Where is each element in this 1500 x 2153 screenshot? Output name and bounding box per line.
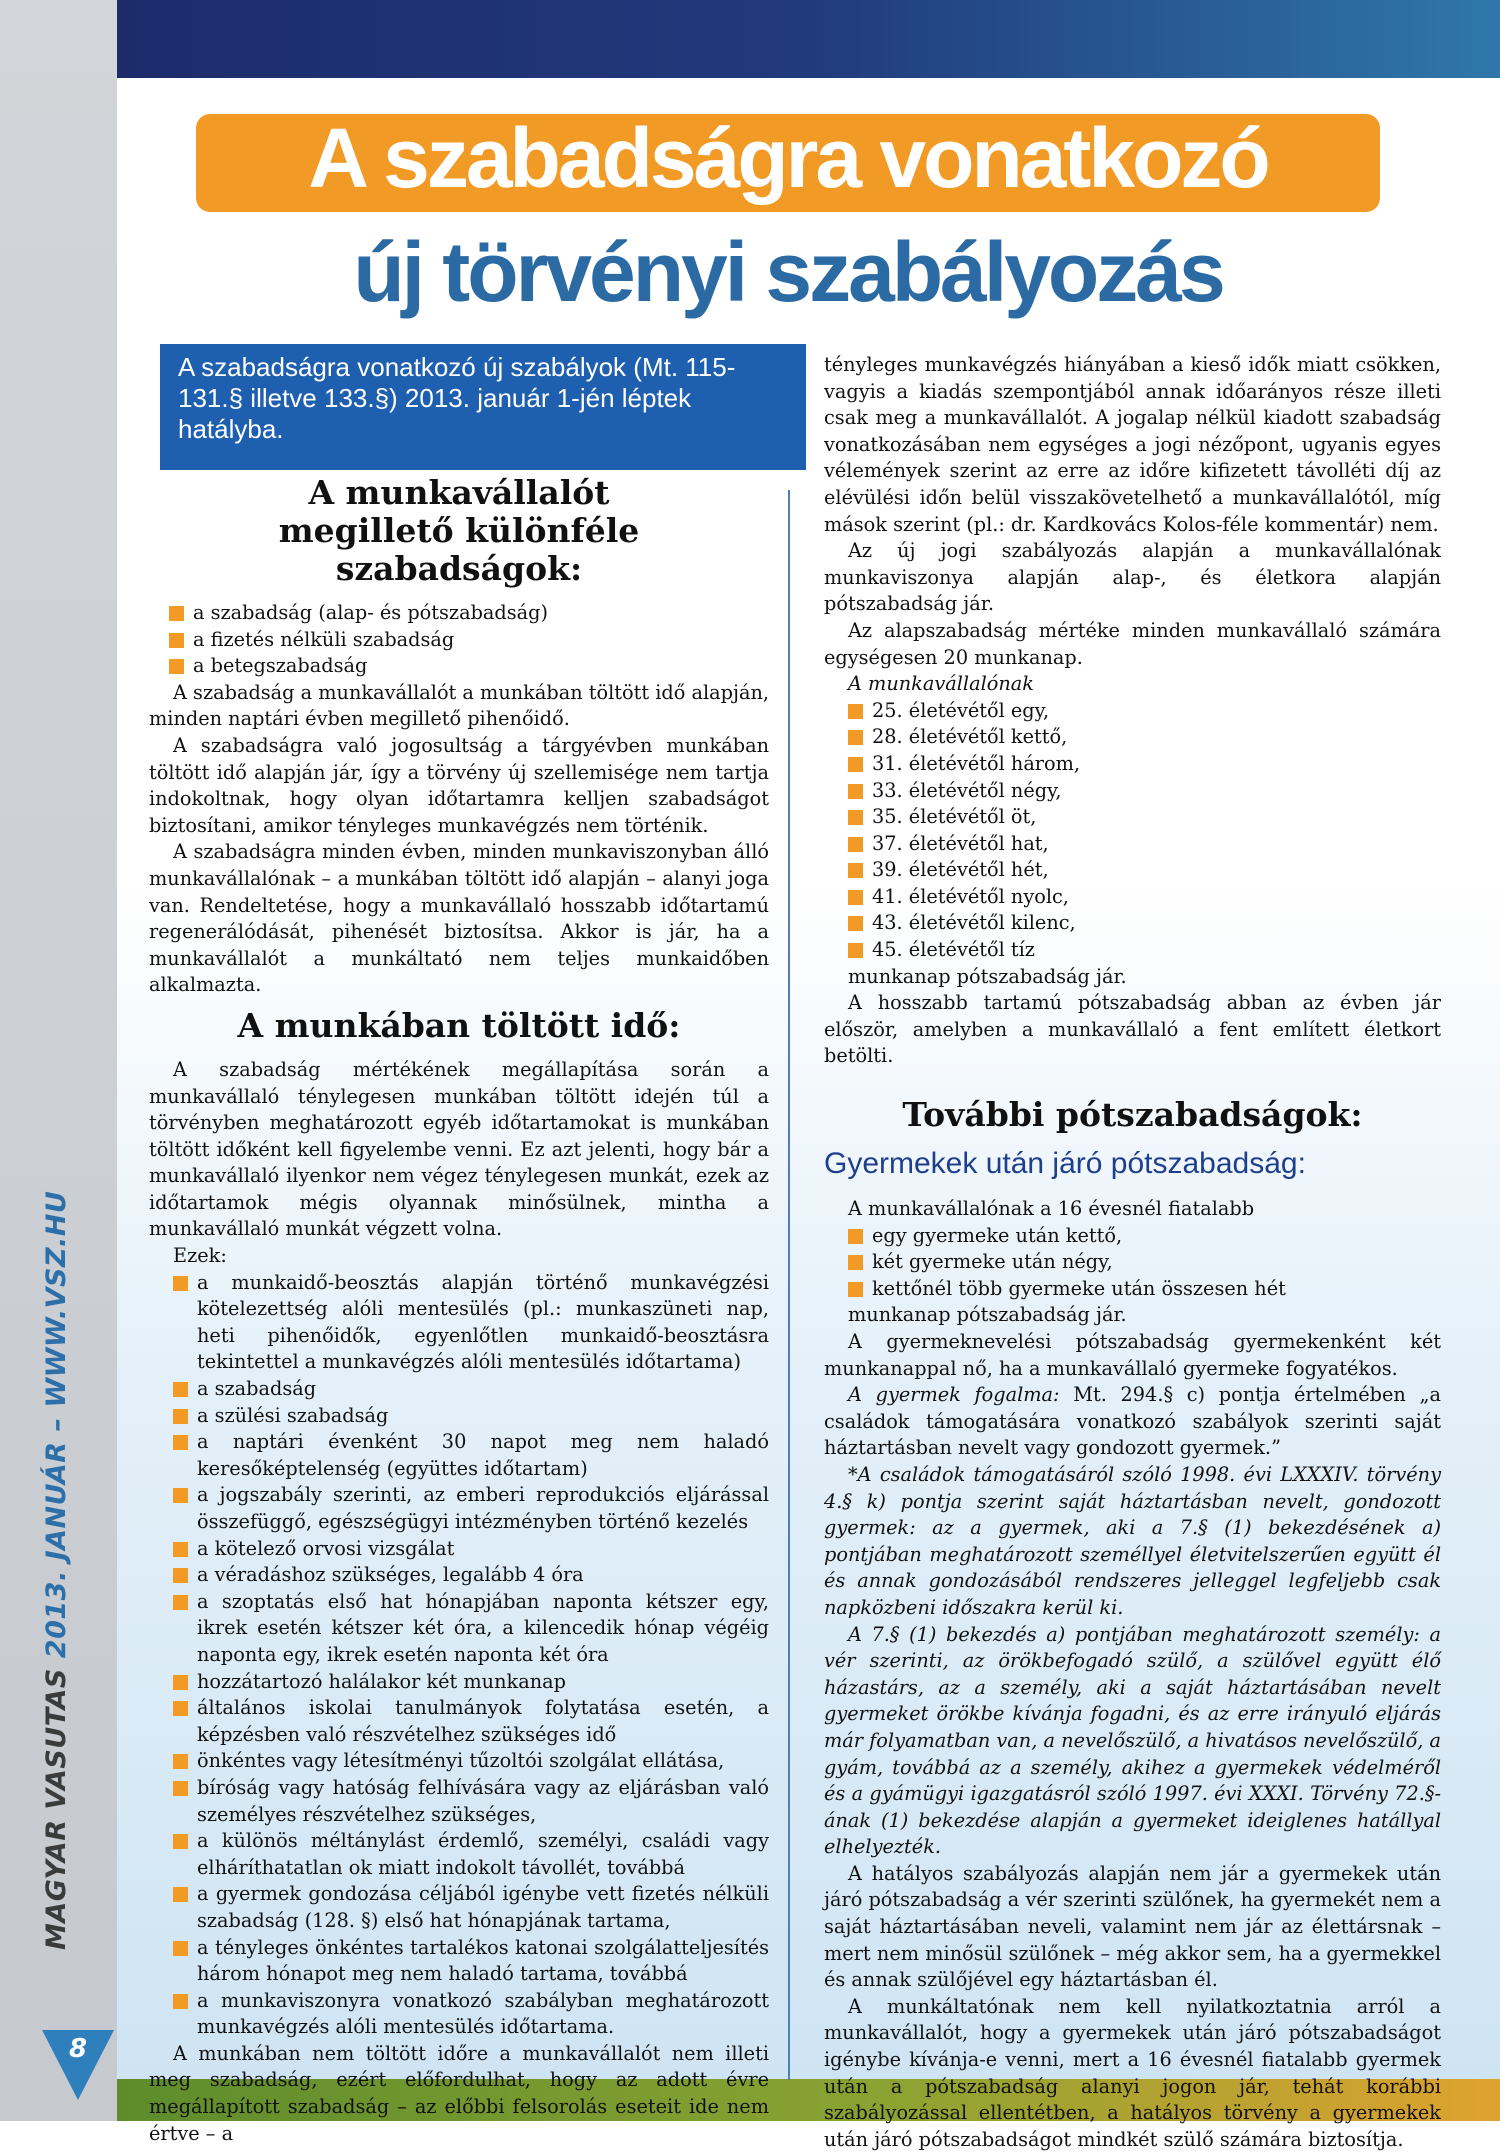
list-item: a szülési szabadság (173, 1403, 769, 1430)
paragraph: A 7.§ (1) bekezdés a) pontjában meghatározott személy: a vér szerinti, az örökbefogadó szülő, a szülővel együtt élő házastárs, az a személy, aki a saját háztartásában nevelt gyermeket örökbe kívánja fogadni, és az erre irányuló eljárás már folyamatban van, a nevelőszülő, a hivatásos nevelőszülő, a gyám, továbbá az a személy, akihez a gyermekek védelméről és a gyámügyi igazgatásról szóló 1997. évi XXXI. Törvény 72.§-ának (1) bekezdése alapján a gyermeket ideiglenes hatállyal elhelyezték. (824, 1622, 1441, 1859)
list-item: a kötelező orvosi vizsgálat (173, 1536, 769, 1563)
list-item: a munkaidő-beosztás alapján történő munkavégzési kötelezettség alóli mentesülés (pl.: munkaszüneti nap, heti pihenőidők, egyenlőtlen munkaidő-beosztásra tekintettel a munkavégzés alóli mentesülés időtartama) (173, 1270, 769, 1376)
paragraph: A munkáltatónak nem kell nyilatkoztatnia arról a munkavállalót, hogy a gyermekek után járó pótszabadságot igénybe kívánja-e venni, mert a 16 évesnél fiatalabb gyermek után a pótszabadság alanyi jogon jár, tehát korábbi szabályozással ellentétben, a hatályos törvény a gyermekek után járó pótszabadságot mindkét szülő számára biztosítja. (824, 1994, 1441, 2151)
heading-tovabbi-potszabadsagok: További pótszabadságok: (902, 1095, 1363, 1135)
list-item: kettőnél több gyermeke után összesen hét (848, 1276, 1441, 1303)
page-number: 8 (68, 2034, 88, 2064)
issue-date: 2013. JANUÁR (41, 1441, 72, 1659)
paragraph: munkanap pótszabadság jár. (848, 964, 1127, 988)
website-link[interactable]: WWW.VSZ.HU (41, 1190, 72, 1408)
heading-szabadsagok: A munkavállalót megillető különféle szabadságok: (278, 473, 640, 588)
list-item: a gyermek gondozása céljából igénybe vett fizetés nélküli szabadság (128. §) első hat hónapjának tartama, (173, 1881, 769, 1934)
child-leave-list (824, 1223, 1441, 1303)
list-item: a fizetés nélküli szabadság (169, 627, 769, 654)
left-column (149, 474, 769, 2147)
worked-time-list (149, 1270, 769, 2041)
list-item: a véradáshoz szükséges, legalább 4 óra (173, 1562, 769, 1589)
age-extra-leave-list (824, 698, 1441, 964)
list-item: a különös méltánylást érdemlő, személyi, családi vagy elháríthatatlan ok miatt indokolt távollét, továbbá (173, 1828, 769, 1881)
paragraph: A szabadság mértékének megállapítása során a munkavállaló ténylegesen munkában töltött idején túl a törvényben meghatározott egyéb időtartamokat is munkában töltött időként kell figyelembe venni. Ez azt jelenti, hogy bár a munkavállaló ilyenkor nem végez ténylegesen munkát, ezek az időtartamok mégis olyannak minősülnek, mintha a munkavállaló munkát végzett volna. (149, 1057, 769, 1241)
spine-running-title (35, 1190, 79, 1950)
paragraph: A hosszabb tartamú pótszabadság abban az évben jár először, amelyben a munkavállaló a fent említett életkort betölti. (824, 991, 1441, 1068)
list-item: 43. életévétől kilenc, (848, 910, 1441, 937)
paragraph: A hatályos szabályozás alapján nem jár a gyermekek után járó pótszabadság a vér szerinti szülőnek, ha gyermekét nem a saját háztartásában neveli, valamint nem jár az élettársnak – mert nem minősül szülőnek – még akkor sem, ha a gyermekkel és annak szülőjével egy háztartásban él. (824, 1861, 1441, 1992)
age-list-lead: A munkavállalónak (848, 672, 1034, 696)
list-item: a szoptatás első hat hónapjában naponta kétszer egy, ikrek esetén kétszer két óra, a kilencedik hónap végéig naponta egy, ikrek esetén naponta két óra (173, 1589, 769, 1669)
child-definition (824, 1382, 1441, 1462)
list-item: 31. életévétől három, (848, 751, 1441, 778)
paragraph: Az új jogi szabályozás alapján a munkavállalónak munkaviszonya alapján alap-, és életkora alapján pótszabadság jár. (824, 539, 1441, 616)
list-item: bíróság vagy hatóság felhívására vagy az eljárásban való személyes részvételhez szükséges, (173, 1775, 769, 1828)
list-item: önkéntes vagy létesítményi tűzoltói szolgálat ellátása, (173, 1748, 769, 1775)
list-item: 41. életévétől nyolc, (848, 884, 1441, 911)
list-item: 25. életévétől egy, (848, 698, 1441, 725)
list-item: 37. életévétől hat, (848, 831, 1441, 858)
list-item: 33. életévétől négy, (848, 778, 1441, 805)
list-item: a naptári évenként 30 napot meg nem haladó keresőképtelenség (együttes időtartam) (173, 1429, 769, 1482)
list-item: a jogszabály szerinti, az emberi reprodukciós eljárással összefüggő, egészségügyi intézményben történő kezelés (173, 1482, 769, 1535)
list-item: a betegszabadság (169, 653, 769, 680)
magazine-name: MAGYAR VASUTAS (41, 1668, 72, 1950)
list-item: egy gyermeke után kettő, (848, 1223, 1441, 1250)
right-column (824, 352, 1441, 2153)
paragraph: munkanap pótszabadság jár. (848, 1303, 1127, 1327)
leave-types-list (169, 600, 769, 680)
title-line-1: A szabadságra vonatkozó (308, 111, 1268, 205)
paragraph: A szabadságra minden évben, minden munkaviszonyban álló munkavállalónak – a munkában töltött idő alapján – alanyi joga van. Rendeltetése, hogy a munkavállaló hosszabb időtartamú regenerálódását, pihenését biztosítsa. Akkor is jár, ha a munkavállalót a munkáltató nem teljes munkaidőben alkalmazta. (149, 840, 769, 997)
list-item: hozzátartozó halálakor két munkanap (173, 1669, 769, 1696)
paragraph: tényleges munkavégzés hiányában a kieső idők miatt csökken, vagyis a kiadás szempontjából annak időarányos része illeti csak meg a munkavállalót. A jogalap nélkül kiadott szabadság vonatkozásában nem egységes a jogi nézőpont, ugyanis egyes vélemények szerint az erre az időre kifizetett távolléti díj az elévülési időn belül visszakövetelhető a munkavállalótól, míg mások szerint (pl.: dr. Kardkovács Kolos-féle kommentár) nem. (824, 353, 1441, 536)
list-item: 45. életévétől tíz (848, 937, 1441, 964)
list-item: a tényleges önkéntes tartalékos katonai szolgálatteljesítés három hónapot meg nem haladó tartama, továbbá (173, 1935, 769, 1988)
list-item: a munkaviszonyra vonatkozó szabályban meghatározott munkavégzés alóli mentesülés időtartama. (173, 1988, 769, 2041)
intro-box: A szabadságra vonatkozó új szabályok (Mt. 115-131.§ illetve 133.§) 2013. január 1-jén léptek hatályba. (160, 344, 806, 470)
spine-separator: – (41, 1407, 72, 1442)
paragraph: A munkavállalónak a 16 évesnél fiatalabb (848, 1197, 1255, 1221)
top-header-band (117, 0, 1500, 78)
list-item: általános iskolai tanulmányok folytatása esetén, a képzésben való részvételhez szükséges idő (173, 1695, 769, 1748)
column-divider (788, 490, 790, 2080)
ezek-label: Ezek: (173, 1244, 227, 1268)
definition-text: Mt. 294.§ c) pontja értelmében „a családok támogatására vonatkozó szabályok szerinti saját háztartásban nevelt vagy gondozott gyermek.” (824, 1383, 1441, 1460)
paragraph: Az alapszabadság mértéke minden munkavállaló számára egységesen 20 munkanap. (824, 618, 1441, 669)
title-line-2: új törvényi szabályozás (353, 225, 1223, 319)
definition-label: A gyermek fogalma: (848, 1383, 1060, 1407)
list-item: két gyermeke után négy, (848, 1249, 1441, 1276)
subheading-gyermekek: Gyermekek után járó pótszabadság: (824, 1147, 1306, 1181)
paragraph: A gyermeknevelési pótszabadság gyermekenként két munkanappal nő, ha a munkavállaló gyermeke fogyatékos. (824, 1330, 1441, 1380)
heading-munkaban-toltott-ido: A munkában töltött idő: (237, 1005, 681, 1045)
paragraph: *A családok támogatásáról szóló 1998. évi LXXXIV. törvény 4.§ k) pontja szerint saját háztartásban nevelt, gondozott gyermek: az a gyermek, aki a 7.§ (1) bekezdésének a) pontjában meghatározott személlyel életvitelszerűen együtt él és annak gondozásából rendszeres jelleggel legfeljebb csak napközbeni időszakra kerül ki. (824, 1462, 1441, 1619)
list-item: 39. életévétől hét, (848, 857, 1441, 884)
list-item: 28. életévétől kettő, (848, 724, 1441, 751)
list-item: a szabadság (alap- és pótszabadság) (169, 600, 769, 627)
list-item: a szabadság (173, 1376, 769, 1403)
list-item: 35. életévétől öt, (848, 804, 1441, 831)
paragraph: A munkában nem töltött időre a munkavállalót nem illeti meg szabadság, ezért előfordulhat, hogy az adott évre megállapított szabadság – az előbbi felsorolás eseteit ide nem értve – a (149, 2041, 769, 2145)
paragraph: A szabadság a munkavállalót a munkában töltött idő alapján, minden naptári évben megillető pihenőidő. (149, 680, 770, 731)
paragraph: A szabadságra való jogosultság a tárgyévben munkában töltött idő alapján jár, így a törvény új szellemisége nem tartja indokoltnak, hogy olyan időtartamra kelljen szabadságot biztosítani, amikor tényleges munkavégzés nem történik. (149, 733, 769, 837)
